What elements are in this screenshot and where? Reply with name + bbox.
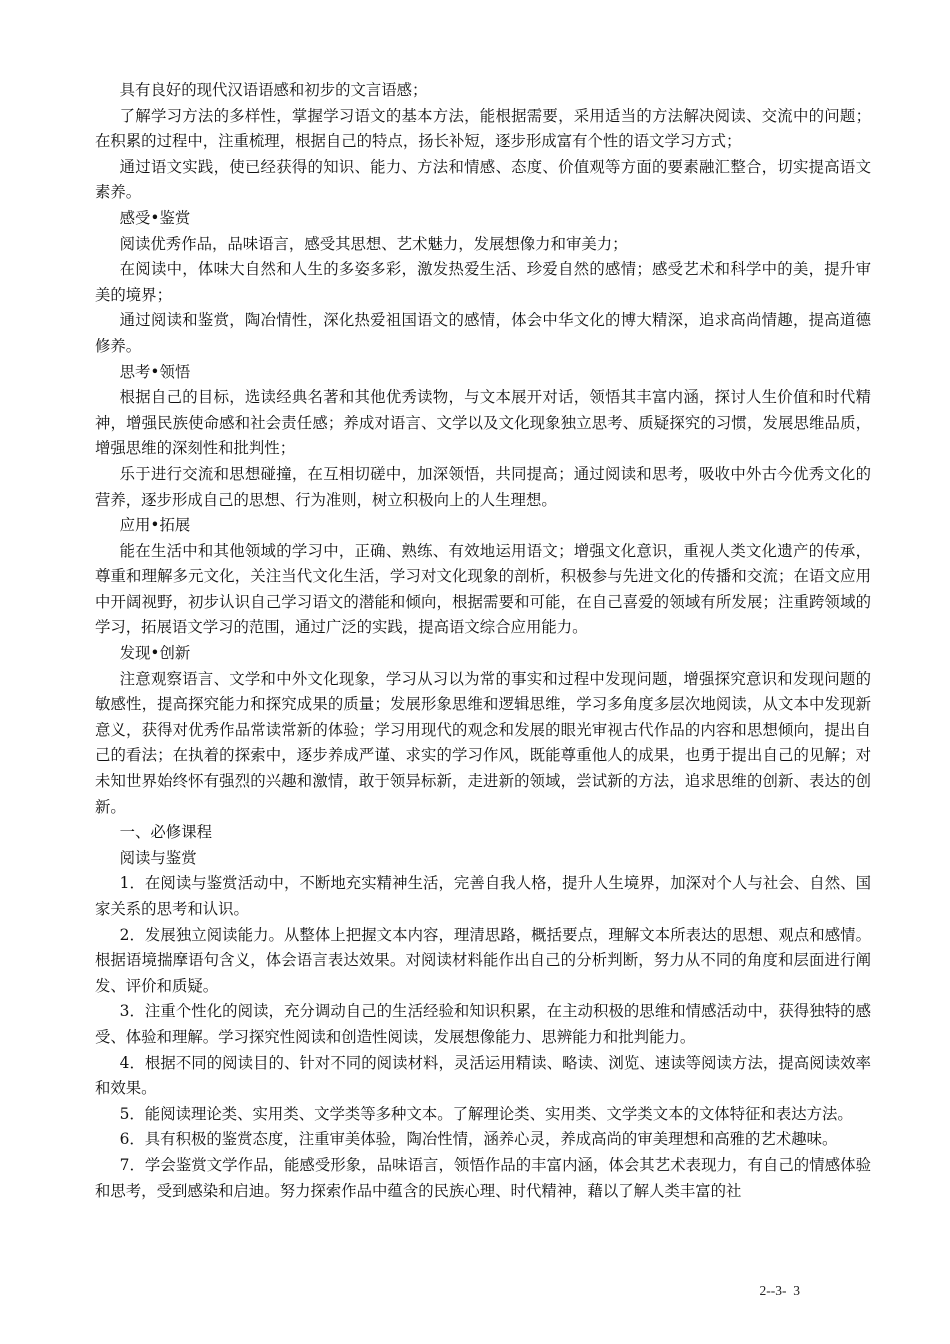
- body-paragraph: 1．在阅读与鉴赏活动中，不断地充实精神生活，完善自我人格，提升人生境界，加深对个人与社会、自然、国家关系的思考和认识。: [95, 874, 871, 918]
- body-paragraph: 5．能阅读理论类、实用类、文学类等多种文本。了解理论类、实用类、文学类文本的文体特征和表达方法。: [119, 1104, 853, 1123]
- section-heading: 阅读与鉴赏: [119, 848, 197, 867]
- body-paragraph: 6．具有积极的鉴赏态度，注重审美体验，陶冶性情，涵养心灵，养成高尚的审美理想和高雅的艺术趣味。: [119, 1130, 838, 1149]
- page-number: 2--3- 3: [759, 1283, 800, 1298]
- body-paragraph: 注意观察语言、文学和中外文化现象，学习从习以为常的事实和过程中发现问题，增强探究意识和发现问题的敏感性，提高探究能力和探究成果的质量；发展形象思维和逻辑思维，学习多角度多层次地阅读，从文本中发现新意义，获得对优秀作品常读常新的体验；学习用现代的观念和发展的眼光审视古代作品的内容和思想倾向，提出自己的看法；在执着的探索中，逐步养成严谨、求实的学习作风，既能尊重他人的成果，也勇于提出自己的见解；对未知世界始终怀有强烈的兴趣和激情，敢于领异标新，走进新的领域，尝试新的方法，追求思维的创新、表达的创新。: [95, 669, 871, 816]
- section-heading: 一、必修课程: [119, 823, 212, 842]
- section-heading: 发现•创新: [119, 644, 191, 663]
- section-heading: 思考•领悟: [119, 362, 191, 381]
- body-paragraph: 在阅读中，体味大自然和人生的多姿多彩，激发热爱生活、珍爱自然的感情；感受艺术和科学中的美，提升审美的境界；: [95, 260, 871, 304]
- body-paragraph: 通过语文实践，使已经获得的知识、能力、方法和情感、态度、价值观等方面的要素融汇整合，切实提高语文素养。: [95, 157, 871, 202]
- body-paragraph: 阅读优秀作品，品味语言，感受其思想、艺术魅力，发展想像力和审美力；: [119, 234, 628, 253]
- body-paragraph: 根据自己的目标，选读经典名著和其他优秀读物，与文本展开对话，领悟其丰富内涵，探讨人生价值和时代精神，增强民族使命感和社会责任感；养成对语言、文学以及文化现象独立思考、质疑探究的习惯，发展思维品质，增强思维的深刻性和批判性；: [95, 388, 871, 458]
- body-paragraph: 3．注重个性化的阅读，充分调动自己的生活经验和知识积累，在主动积极的思维和情感活动中，获得独特的感受、体验和理解。学习探究性阅读和创造性阅读，发展想像能力、思辨能力和批判能力。: [95, 1002, 871, 1046]
- section-heading: 感受•鉴赏: [119, 208, 191, 227]
- body-paragraph: 通过阅读和鉴赏，陶冶情性，深化热爱祖国语文的感情，体会中华文化的博大精深，追求高尚情趣，提高道德修养。: [95, 311, 871, 355]
- body-paragraph: 2．发展独立阅读能力。从整体上把握文本内容，理清思路，概括要点，理解文本所表达的思想、观点和感情。根据语境揣摩语句含义，体会语言表达效果。对阅读材料能作出自己的分析判断，努力从不同的角度和层面进行阐发、评价和质疑。: [95, 925, 871, 995]
- body-paragraph: 了解学习方法的多样性，掌握学习语文的基本方法，能根据需要，采用适当的方法解决阅读、交流中的问题；在积累的过程中，注重梳理，根据自己的特点，扬长补短，逐步形成富有个性的语文学习方式；: [95, 106, 871, 151]
- body-paragraph: 乐于进行交流和思想碰撞，在互相切磋中，加深领悟，共同提高；通过阅读和思考，吸收中外古今优秀文化的营养，逐步形成自己的思想、行为准则，树立积极向上的人生理想。: [95, 464, 871, 509]
- body-paragraph: 4．根据不同的阅读目的、针对不同的阅读材料，灵活运用精读、略读、浏览、速读等阅读方法，提高阅读效率和效果。: [95, 1053, 871, 1098]
- document-body: [95, 78, 871, 1204]
- section-heading: 应用•拓展: [119, 516, 191, 535]
- body-paragraph: 能在生活中和其他领域的学习中，正确、熟练、有效地运用语文；增强文化意识，重视人类文化遗产的传承，尊重和理解多元文化，关注当代文化生活，学习对文化现象的剖析，积极参与先进文化的传播和交流；在语文应用中开阔视野，初步认识自己学习语文的潜能和倾向，根据需要和可能，在自己喜爱的领域有所发展；注重跨领域的学习，拓展语文学习的范围，通过广泛的实践，提高语文综合应用能力。: [95, 541, 871, 637]
- body-paragraph: 7．学会鉴赏文学作品，能感受形象，品味语言，领悟作品的丰富内涵，体会其艺术表现力，有自己的情感体验和思考，受到感染和启迪。努力探索作品中蕴含的民族心理、时代精神，藉以了解人类丰富的社: [95, 1155, 871, 1200]
- body-paragraph: 具有良好的现代汉语语感和初步的文言语感；: [119, 81, 428, 99]
